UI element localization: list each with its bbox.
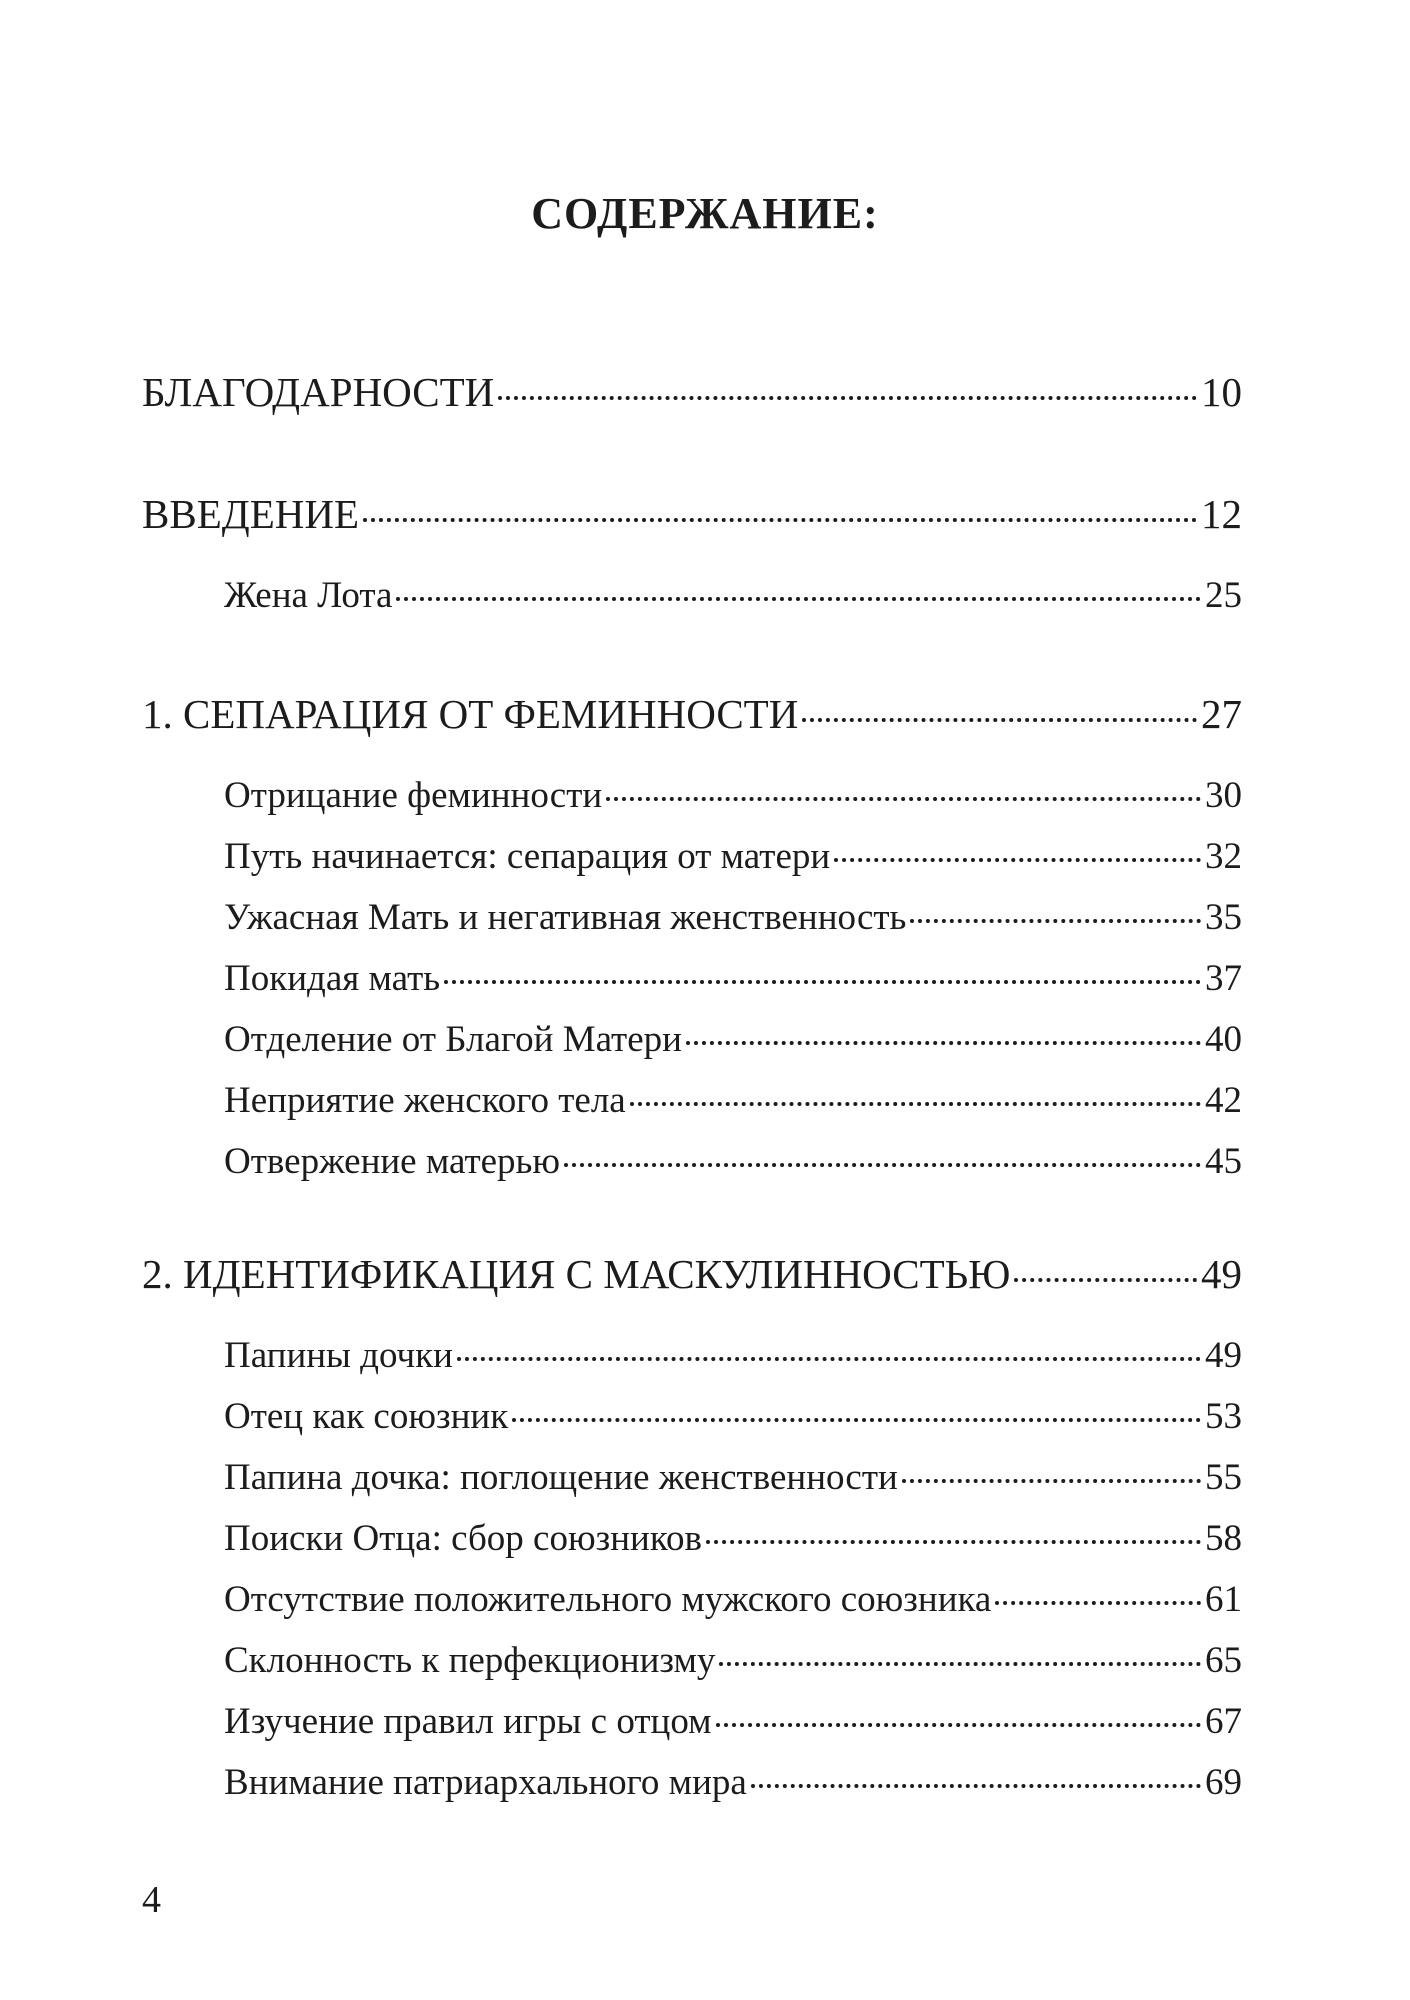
dot-leader [910, 919, 1201, 923]
dot-leader [995, 1601, 1201, 1605]
toc-entry-page: 53 [1205, 1396, 1242, 1437]
toc-entry-label: Путь начинается: сепарация от матери [224, 836, 831, 877]
toc-entry [142, 368, 1242, 416]
toc-subentry [224, 774, 1242, 817]
dot-leader [686, 1041, 1201, 1045]
toc-subentry [224, 574, 1242, 617]
dot-leader [716, 1723, 1201, 1727]
dot-leader [512, 1418, 1201, 1422]
dot-leader [902, 1479, 1201, 1483]
dot-leader [444, 980, 1201, 984]
dot-leader [802, 718, 1197, 722]
toc-entry-page: 32 [1205, 836, 1242, 877]
toc-entry-page: 61 [1205, 1579, 1242, 1620]
toc-entry-label: Изучение правил игры с отцом [224, 1701, 712, 1742]
toc-entry-page: 40 [1205, 1019, 1242, 1060]
toc-subentry [224, 1578, 1242, 1621]
toc-entry-page: 65 [1205, 1640, 1242, 1681]
toc-subentry [224, 1639, 1242, 1682]
toc-entry-label: Внимание патриархального мира [224, 1762, 747, 1803]
toc-entry-label: Папина дочка: поглощение женственности [224, 1457, 898, 1498]
toc-entry-page: 37 [1205, 958, 1242, 999]
toc-entry-page: 45 [1205, 1141, 1242, 1182]
toc-entry-page: 58 [1205, 1518, 1242, 1559]
dot-leader [1014, 1278, 1197, 1282]
dot-leader [834, 858, 1201, 862]
toc-entry [142, 690, 1242, 738]
toc-entry-label: Отвержение матерью [224, 1141, 561, 1182]
toc-subentry [224, 1761, 1242, 1804]
toc-entry-label: Склонность к перфекционизму [224, 1640, 716, 1681]
toc-subentry [224, 1018, 1242, 1061]
toc-entry-label: Поиски Отца: сбор союзников [224, 1518, 702, 1559]
toc-entry-label: ВВЕДЕНИЕ [142, 491, 360, 537]
toc-entry-page: 30 [1205, 775, 1242, 816]
toc-subentry [224, 835, 1242, 878]
toc-entry-label: Отделение от Благой Матери [224, 1019, 682, 1060]
toc-subentry [224, 1334, 1242, 1377]
page-number: 4 [142, 1879, 161, 1921]
toc-entry [142, 490, 1242, 538]
toc-entry-page: 25 [1205, 575, 1242, 616]
dot-leader [396, 597, 1201, 601]
dot-leader [564, 1163, 1201, 1167]
toc-entry-label: Отец как союзник [224, 1396, 509, 1437]
dot-leader [457, 1357, 1201, 1361]
toc-entry-label: Неприятие женского тела [224, 1080, 626, 1121]
page-title: СОДЕРЖАНИЕ: [531, 189, 879, 238]
toc-entry-page: 35 [1205, 897, 1242, 938]
dot-leader [606, 797, 1201, 801]
toc-subentry [224, 1395, 1242, 1438]
toc-entry-label: Отрицание феминности [224, 775, 603, 816]
toc-subentry [224, 1456, 1242, 1499]
toc-entry-label: 1. СЕПАРАЦИЯ ОТ ФЕМИННОСТИ [142, 691, 799, 737]
toc-entry-label: Папины дочки [224, 1335, 453, 1376]
dot-leader [719, 1662, 1201, 1666]
toc-entry-page: 27 [1201, 691, 1242, 737]
toc-entry-page: 69 [1205, 1762, 1242, 1803]
toc-subentry [224, 957, 1242, 1000]
toc-subentry [224, 1700, 1242, 1743]
dot-leader [706, 1540, 1201, 1544]
toc-entry-page: 67 [1205, 1701, 1242, 1742]
toc-entry-label: 2. ИДЕНТИФИКАЦИЯ С МАСКУЛИННОСТЬЮ [142, 1251, 1011, 1297]
toc-entry-page: 42 [1205, 1080, 1242, 1121]
dot-leader [498, 396, 1197, 400]
toc-subentry [224, 1517, 1242, 1560]
toc-entry-page: 55 [1205, 1457, 1242, 1498]
dot-leader [630, 1102, 1201, 1106]
toc-subentry [224, 896, 1242, 939]
toc-subentry [224, 1079, 1242, 1122]
toc-entry-label: Жена Лота [224, 575, 393, 616]
toc-subentry [224, 1140, 1242, 1183]
toc-entry-label: Ужасная Мать и негативная женственность [224, 897, 907, 938]
dot-leader [363, 518, 1197, 522]
toc-entry-label: Отсутствие положительного мужского союзника [224, 1579, 992, 1620]
toc-entry [142, 1250, 1242, 1298]
toc-entry-page: 49 [1205, 1335, 1242, 1376]
toc-entry-page: 49 [1201, 1251, 1242, 1297]
toc-entry-page: 12 [1201, 491, 1242, 537]
toc-entry-label: Покидая мать [224, 958, 441, 999]
dot-leader [751, 1784, 1201, 1788]
toc-entry-page: 10 [1201, 369, 1242, 415]
toc-entry-label: БЛАГОДАРНОСТИ [142, 369, 495, 415]
